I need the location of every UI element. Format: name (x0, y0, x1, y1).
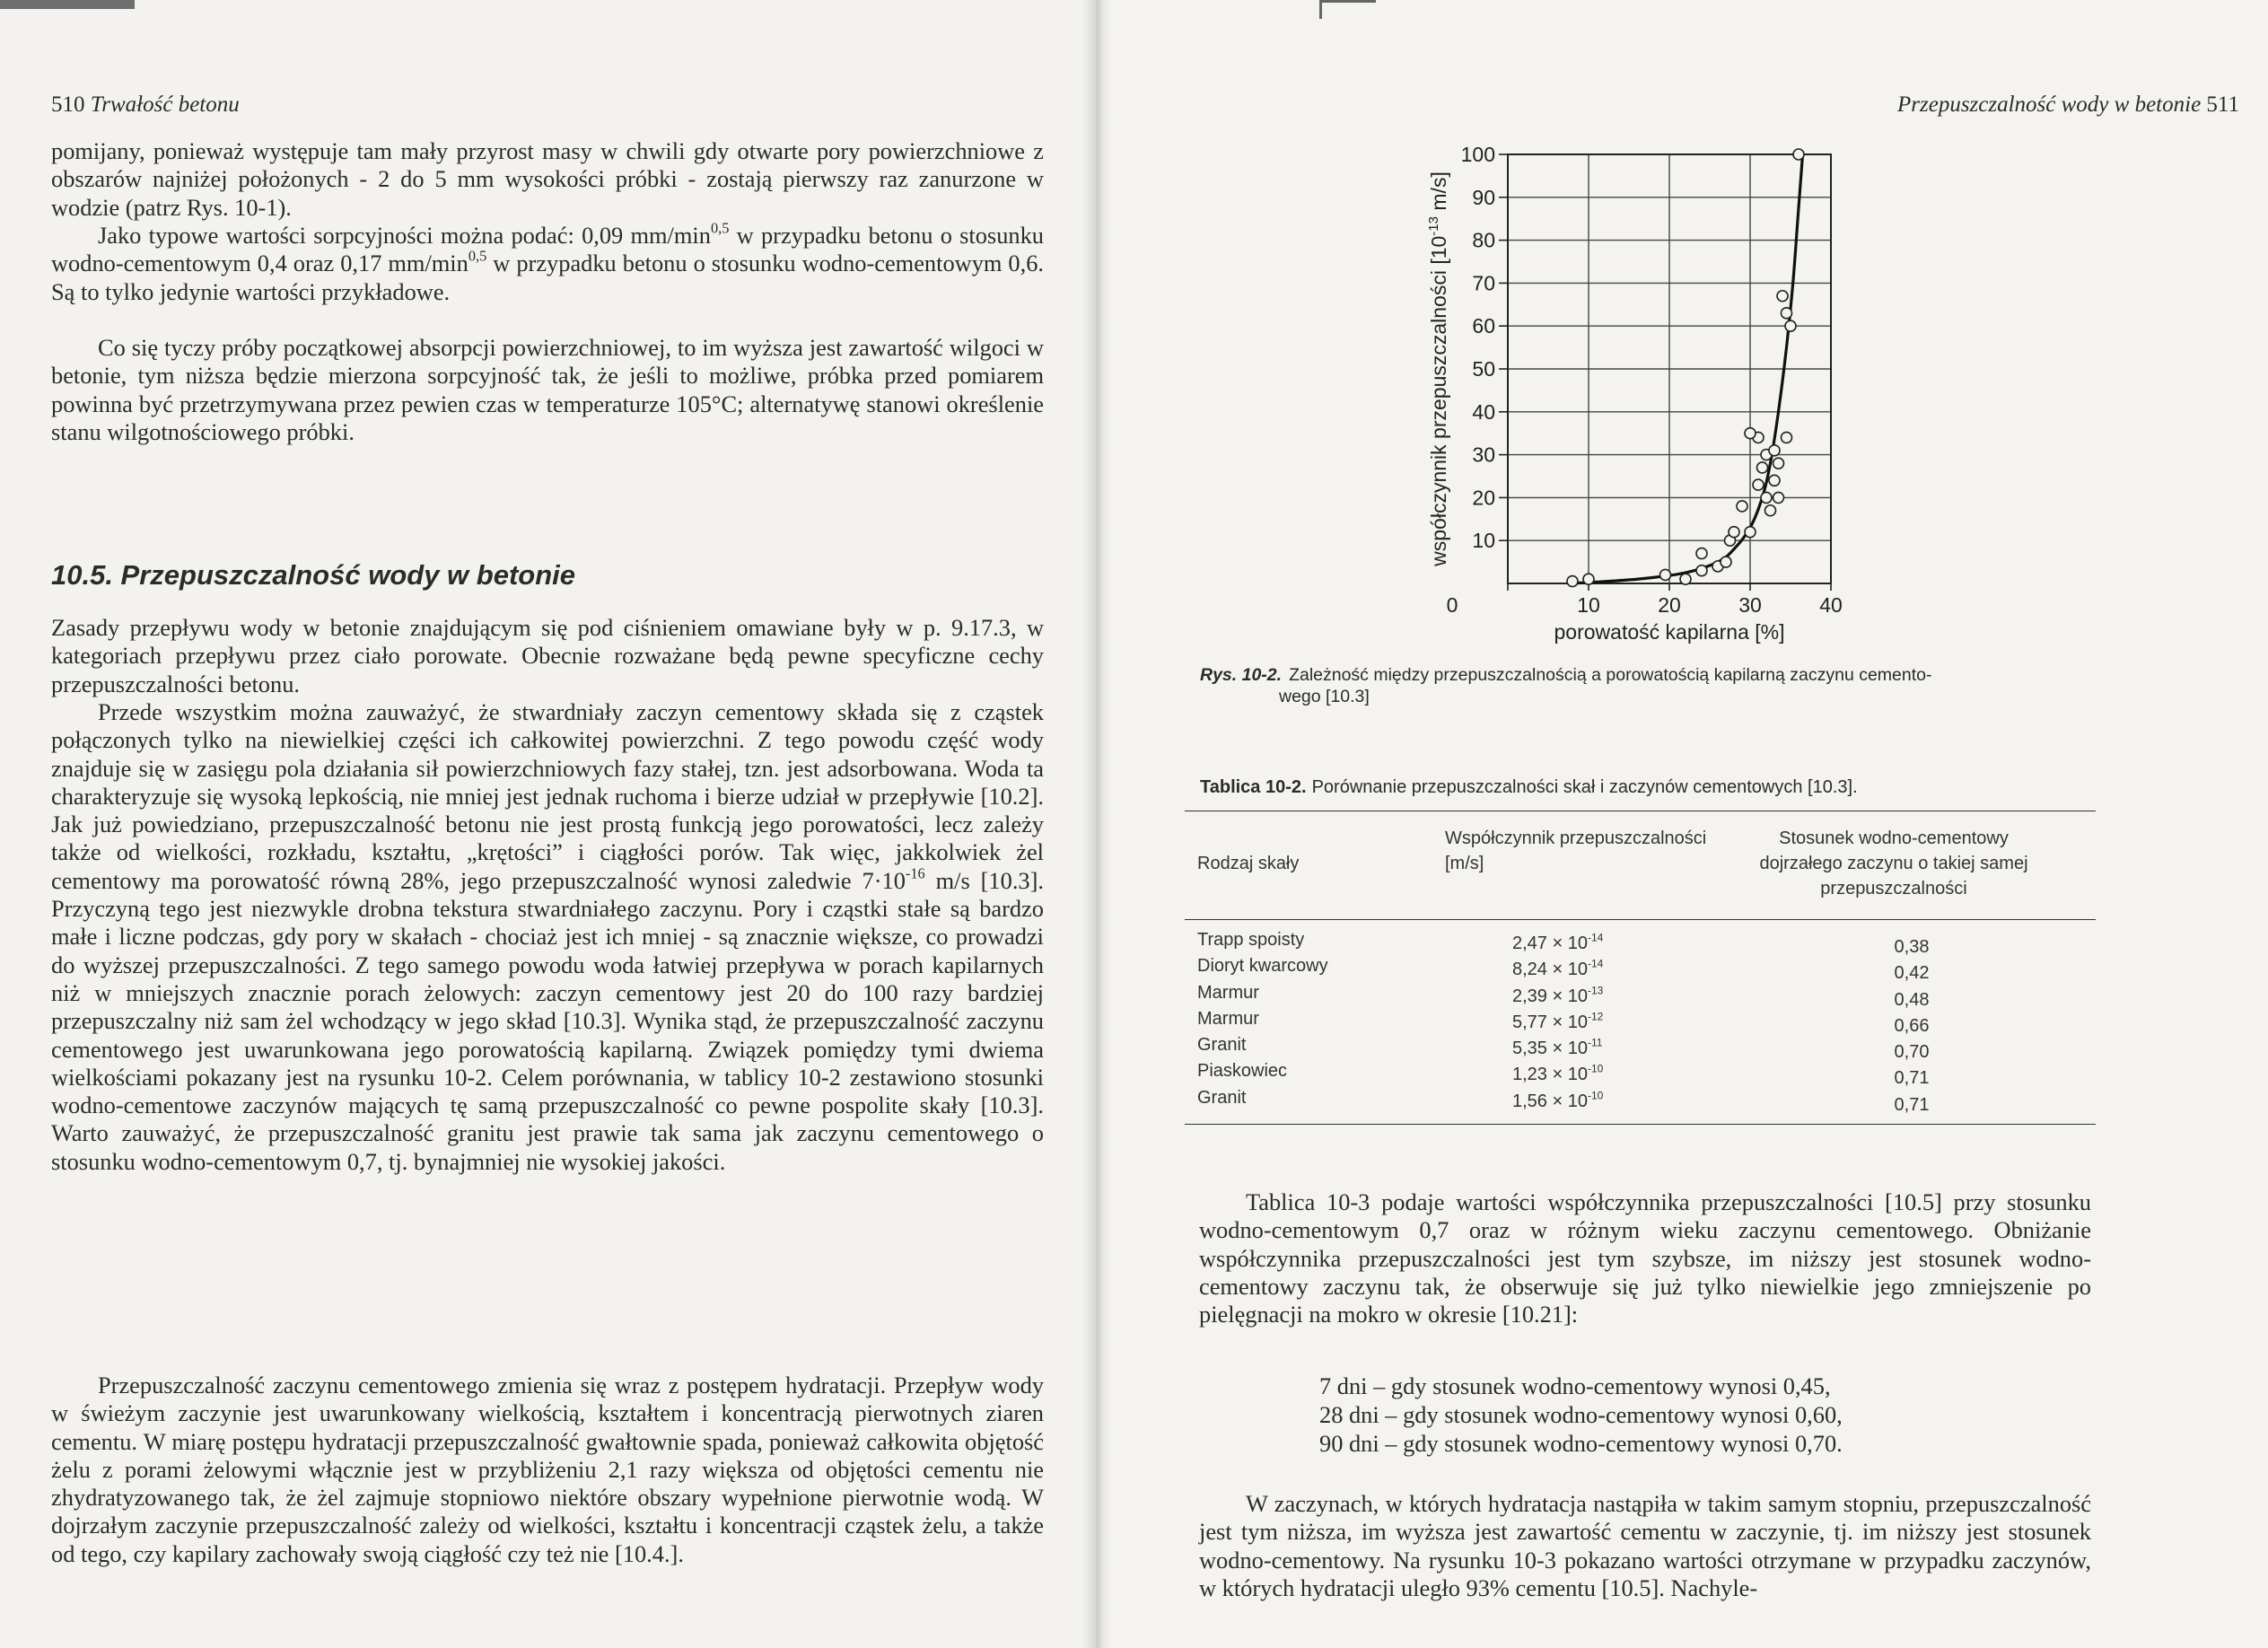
cell-wc-ratio: 0,66 (1894, 1015, 1930, 1036)
cell-rock: Dioryt kwarcowy (1197, 956, 1328, 977)
right-running-head (1897, 92, 2239, 118)
data-point (1773, 458, 1784, 469)
cell-wc-ratio: 0,48 (1894, 989, 1930, 1010)
data-point (1583, 574, 1594, 584)
paragraph: pomijany, ponieważ występuje tam mały przyrost masy w chwili gdy otwarte pory powierzchniowe z obszarów najniżej położonych - 2 do 5 mm wysokości próbki - zostają pierwszy raz zanurzone w wodzie (patrz Rys. 10-1). (51, 137, 1044, 221)
data-point (1680, 574, 1691, 584)
cell-wc-ratio: 0,70 (1894, 1042, 1930, 1063)
y-tick-label: 70 (1472, 271, 1495, 295)
data-point (1785, 320, 1796, 331)
list-item: 90 dni – gdy stosunek wodno-cementowy wynosi 0,70. (1319, 1430, 1843, 1457)
table-row (1194, 927, 2096, 957)
data-point (1757, 462, 1768, 473)
data-point (1729, 527, 1739, 538)
y-tick-label: 10 (1472, 529, 1495, 553)
y-tick-label: 40 (1472, 399, 1495, 424)
data-point (1782, 432, 1792, 443)
table-title: Tablica 10-2. Porównanie przepuszczalności skał i zaczynów cementowych [10.3]. (1200, 777, 1858, 797)
data-point (1761, 492, 1772, 503)
table-bottom-rule (1185, 1124, 2096, 1125)
x-tick-label: 20 (1658, 593, 1681, 617)
table-row (1194, 953, 2096, 984)
x-tick-label: 0 (1446, 593, 1458, 617)
data-point (1696, 565, 1707, 576)
y-tick-label: 50 (1472, 357, 1495, 381)
table-row (1194, 980, 2096, 1010)
table-body (1194, 927, 2096, 1115)
curing-list (1319, 1372, 2001, 1458)
cell-coefficient: $2,47 \times 10^{-14}$ (1512, 931, 1604, 953)
y-tick-label: 90 (1472, 185, 1495, 209)
paragraph: Przede wszystkim można zauważyć, że stwardniały zaczyn cementowy składa się z cząstek połączonych tylko na niewielkiej części ich całkowitej powierzchni. Z tego powodu część wody znajduje się w zasięgu pola działania sił powierzchniowych fazy stałej, tzn. jest adsorbowana. Woda ta charakteryzuje się wysoką lepkością, nie mniej jest jednak ruchoma i bierze udział w przepływie [10.2]. Jak już powiedziano, przepuszczalność betonu nie jest prostą funkcją jego porowatości, lecz zależy także od wielkości, rozkładu, kształtu, „krętości” i ciągłości porów. Tak więc, jakkolwiek żel cementowy ma porowatość równą 28%, jego przepuszczalność wynosi zaledwie $7\cdot 10^{-16}$ m/s [10.3]. Przyczyną tego jest niezwykle drobna tekstura stwardniałego zaczynu. Pory i cząstki stałe są bardzo małe i liczne podczas, gdy pory w skałach - chociaż jest ich mniej - są znacznie większe, co prowadzi do wyższej przepuszczalności. Z tego samego powodu woda łatwiej przepływa w porach kapilarnych niż w mniejszych znacznie porach żelowych: zaczyn cementowy jest 20 do 100 razy bardziej przepuszczalny niż sam żel wchodzący w jego skład [10.3]. Wynika stąd, że przepuszczalność zaczynu cementowego jest uwarunkowana jego porowatością kapilarną. Związek pomiędzy tymi dwiema wielkościami pokazany jest na rysunku 10-2. Celem porównania, w tablicy 10-2 zestawiono stosunki wodno-cementowe zaczynów mających tę samą przepuszczalność co pewne pospolite skały [10.3]. Warto zauważyć, że przepuszczalność granitu jest prawie tak sama jak zaczynu cementowego o stosunku wodno-cementowym 0,7, tj. bynajmniej nie wysokiej jakości. (51, 698, 1044, 1175)
data-point (1567, 576, 1578, 587)
paragraph: Przepuszczalność zaczynu cementowego zmienia się wraz z postępem hydratacji. Przepływ wody w świeżym zaczynie jest uwarunkowany wielkością, kształtem i koncentracją pierwotnych ziaren cementu. W miarę postępu hydratacji przepuszczalność gwałtownie spada, ponieważ całkowita objętość żelu z porami żelowymi włącznie jest w przybliżeniu 2,1 razy większa od objętości cementu nie zhydratyzowanego tak, że żel zajmuje stopniowo niektóre obszary wypełnione pierwotnie wodą. W dojrzałym zaczynie przepuszczalność zależy od wielkości, kształtu i koncentracji cząstek żelu, a także od tego, czy kapilary zachowały swoją ciągłość czy też nie [10.4.]. (51, 1372, 1044, 1567)
cell-coefficient: $5,77 \times 10^{-12}$ (1512, 1010, 1604, 1032)
page-number: 510 (51, 92, 85, 117)
paragraph: Zasady przepływu wody w betonie znajdującym się pod ciśnieniem omawiane były w p. 9.17.3, w kategoriach przepływu przez ciało porowate. Obecnie rozważane będą pewne specyficzne cechy przepuszczalności betonu. (51, 614, 1044, 697)
table-row (1194, 1058, 2096, 1089)
x-tick-label: 40 (1819, 593, 1843, 617)
header-coefficient: Współczynnik przepuszczalności [m/s] (1445, 828, 1707, 873)
chart-axes (1499, 154, 1831, 591)
cell-rock: Piaskowiec (1197, 1061, 1288, 1082)
cell-rock: Trapp spoisty (1197, 930, 1305, 950)
x-axis-label: porowatość kapilarna [%] (1554, 620, 1785, 644)
x-tick-label: 30 (1738, 593, 1762, 617)
y-axis-label: współczynnik przepuszczalności [$10^{-13}$ m/s] (1426, 171, 1450, 566)
paragraph: Jako typowe wartości sorpcyjności można podać: 0,09 $mm/\min^{0,5}$ w przypadku betonu o stosunku wodno-cementowym 0,4 oraz 0,17 $mm/\min^{0,5}$ w przypadku betonu o stosunku wodno-cementowym 0,6. Są to tylko jedynie wartości przykładowe. (51, 219, 1045, 305)
y-tick-label: 100 (1460, 143, 1495, 166)
figure-10-2-chart (1414, 135, 1880, 655)
chart-points (1567, 149, 1804, 587)
header-rock-type: Rodzaj skały (1197, 854, 1300, 873)
paragraph: Tablica 10-3 podaje wartości współczynnika przepuszczalności [10.5] przy stosunku wodno-cementowym 0,7 oraz w różnym wieku zaczynu cementowego. Obniżanie współczynnika przepuszczalności jest tym szybsze, im niższy jest stosunek wodno-cementowy zaczynu tak, że obserwuje się już tylko niewielkie jego zmniejszenie po pielęgnacji na mokro w okresie [10.21]: (1199, 1188, 2091, 1328)
data-point (1737, 501, 1747, 512)
cell-rock: Marmur (1197, 982, 1259, 1003)
data-point (1777, 291, 1788, 302)
cell-wc-ratio: 0,71 (1894, 1094, 1930, 1115)
cell-coefficient: $8,24 \times 10^{-14}$ (1512, 957, 1604, 980)
scan-edge-mark (0, 0, 135, 9)
data-point (1793, 149, 1804, 160)
table-row (1194, 1085, 2096, 1115)
cell-rock: Granit (1197, 1035, 1247, 1056)
table-header-rule (1185, 919, 2096, 920)
cell-wc-ratio: 0,38 (1894, 937, 1930, 957)
cell-wc-ratio: 0,42 (1894, 963, 1930, 984)
cell-coefficient: $5,35 \times 10^{-11}$ (1512, 1036, 1603, 1059)
figure-caption: Rys. 10-2. Zależność między przepuszczalnością a porowatością kapilarną zaczynu cemento- wego [10.3] (1200, 665, 1932, 706)
scan-edge-mark (1319, 0, 1376, 19)
table-header (1194, 819, 2096, 908)
data-point (1660, 569, 1671, 580)
running-title: Trwałość betonu (90, 92, 240, 117)
paragraph: Co się tyczy próby początkowej absorpcji powierzchniowej, to im wyższa jest zawartość wilgoci w betonie, tym niższa będzie mierzona sorpcyjność tak, że jeśli to możliwe, próbka przed pomiarem powinna być przetrzymywana przez pewien czas w temperaturze 105°C; alternatywę stanowi określenie stanu wilgotnościowego próbki. (51, 334, 1044, 445)
y-tick-label: 30 (1472, 443, 1495, 467)
data-point (1753, 479, 1764, 490)
y-tick-label: 20 (1472, 486, 1495, 510)
section-heading: 10.5. Przepuszczalność wody w betonie (51, 559, 576, 591)
data-point (1782, 308, 1792, 319)
data-point (1769, 445, 1780, 456)
data-point (1745, 527, 1756, 538)
table-row (1194, 1032, 2096, 1063)
header-wc-ratio: Stosunek wodno-cementowy dojrzałego zaczynu o takiej samej przepuszczalności (1759, 828, 2028, 899)
data-point (1745, 428, 1756, 439)
chart-svg (1414, 135, 1880, 655)
running-title: Przepuszczalność wody w betonie (1897, 92, 2202, 117)
data-point (1721, 557, 1731, 567)
data-point (1696, 548, 1707, 559)
cell-coefficient: $1,23 \times 10^{-10}$ (1512, 1063, 1604, 1085)
cell-coefficient: $1,56 \times 10^{-10}$ (1512, 1089, 1604, 1111)
table-row (1194, 1006, 2096, 1036)
left-running-head (51, 92, 240, 118)
chart-grid (1508, 154, 1831, 583)
cell-wc-ratio: 0,71 (1894, 1068, 1930, 1089)
x-tick-label: 10 (1577, 593, 1600, 617)
cell-rock: Granit (1197, 1087, 1247, 1108)
cell-coefficient: $2,39 \times 10^{-13}$ (1512, 984, 1604, 1006)
y-tick-label: 80 (1472, 228, 1495, 252)
cell-rock: Marmur (1197, 1008, 1259, 1029)
data-point (1769, 475, 1780, 486)
list-item: 7 dni – gdy stosunek wodno-cementowy wynosi 0,45, (1319, 1372, 1831, 1399)
list-item: 28 dni – gdy stosunek wodno-cementowy wynosi 0,60, (1319, 1401, 1843, 1428)
paragraph: W zaczynach, w których hydratacja nastąpiła w takim samym stopniu, przepuszczalność jest tym niższa, im wyższa jest zawartość cementu w zaczynie, tj. im niższy jest stosunek wodno-cementowy. Na rysunku 10-3 pokazano wartości otrzymane w przypadku zaczynów, w których hydratacji uległo 93% cementu [10.5]. Nachyle- (1199, 1490, 2091, 1601)
page-number: 511 (2206, 92, 2239, 117)
book-gutter (1081, 0, 1112, 1648)
data-point (1765, 505, 1776, 516)
y-tick-label: 60 (1472, 314, 1495, 338)
data-point (1773, 492, 1784, 503)
